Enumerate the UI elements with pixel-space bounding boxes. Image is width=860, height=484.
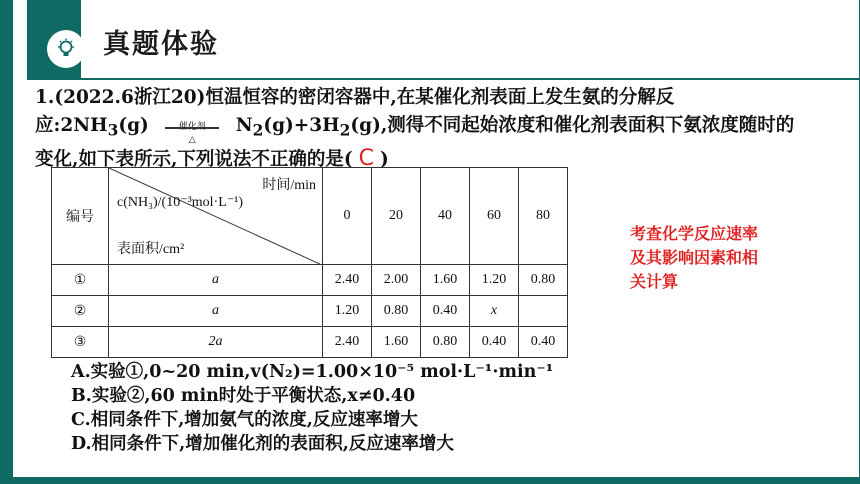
row-value: 1.60 [421, 265, 470, 296]
row-value: 1.60 [372, 327, 421, 358]
row-value: 1.20 [323, 296, 372, 327]
question-line-1: 1.(2022.6浙江20)恒温恒容的密闭容器中,在某催化剂表面上发生氨的分解反 [35, 87, 675, 108]
note-line: 关计算 [630, 272, 679, 291]
time-col: 60 [470, 168, 519, 265]
time-col: 40 [421, 168, 470, 265]
header-time: 时间/min [262, 178, 316, 193]
question-text [35, 84, 845, 174]
row-value: x [470, 296, 519, 327]
note-line: 及其影响因素和相 [630, 248, 759, 267]
table-row [52, 327, 568, 358]
data-table [51, 167, 568, 358]
time-col: 80 [519, 168, 568, 265]
option-a: A.实验①,0~20 min,v(N₂)=1.00×10⁻⁵ mol·L⁻¹·min⁻¹ [71, 362, 554, 382]
slide [10, 0, 859, 477]
time-col: 20 [372, 168, 421, 265]
page-title: 真题体验 [103, 29, 219, 60]
row-value [519, 296, 568, 327]
row-value: 0.80 [372, 296, 421, 327]
row-value: 2.40 [323, 265, 372, 296]
table-row [52, 265, 568, 296]
option-d: D.相同条件下,增加催化剂的表面积,反应速率增大 [71, 434, 454, 454]
note-line: 考查化学反应速率 [630, 224, 759, 243]
analysis-note [630, 222, 830, 294]
row-area: a [109, 296, 323, 327]
header-number: 编号 [52, 168, 109, 265]
title-accent [27, 0, 81, 80]
header-conc: c(NH₃)/(10⁻³mol·L⁻¹) [117, 195, 244, 210]
header-area: 表面积/cm² [117, 242, 185, 257]
row-value: 2.40 [323, 327, 372, 358]
lightbulb-icon [47, 30, 85, 68]
title-divider [81, 78, 859, 80]
row-area: a [109, 265, 323, 296]
row-id: ② [52, 296, 109, 327]
row-id: ① [52, 265, 109, 296]
row-value: 0.80 [421, 327, 470, 358]
equation-reactant: 应$:2NH_3(g)$ [35, 115, 149, 140]
answer-options [71, 360, 553, 456]
question-paren-close: ) [380, 148, 389, 170]
time-col: 0 [323, 168, 372, 265]
catalyst-arrow: △ [161, 116, 223, 136]
row-value: 2.00 [372, 265, 421, 296]
row-id: ③ [52, 327, 109, 358]
option-b: B.实验②,60 min时处于平衡状态,x≠0.40 [71, 386, 416, 406]
row-area: 2a [109, 327, 323, 358]
row-value: 0.40 [519, 327, 568, 358]
row-value: 1.20 [470, 265, 519, 296]
row-value: 0.80 [519, 265, 568, 296]
title-bar [13, 0, 859, 78]
row-value: 0.40 [421, 296, 470, 327]
table-row [52, 296, 568, 327]
table-header-row [52, 168, 568, 265]
question-line-3: 变化,如下表所示,下列说法不正确的是( [35, 148, 353, 170]
row-value: 0.40 [470, 327, 519, 358]
answer-mark: C [358, 145, 375, 171]
header-diagonal-cell [109, 168, 323, 265]
equation-products: $N_2(g)+3H_2(g)$,测得不同起始浓度和催化剂表面积下氨浓度随时的 [235, 115, 795, 140]
option-c: C.相同条件下,增加氨气的浓度,反应速率增大 [71, 410, 418, 430]
